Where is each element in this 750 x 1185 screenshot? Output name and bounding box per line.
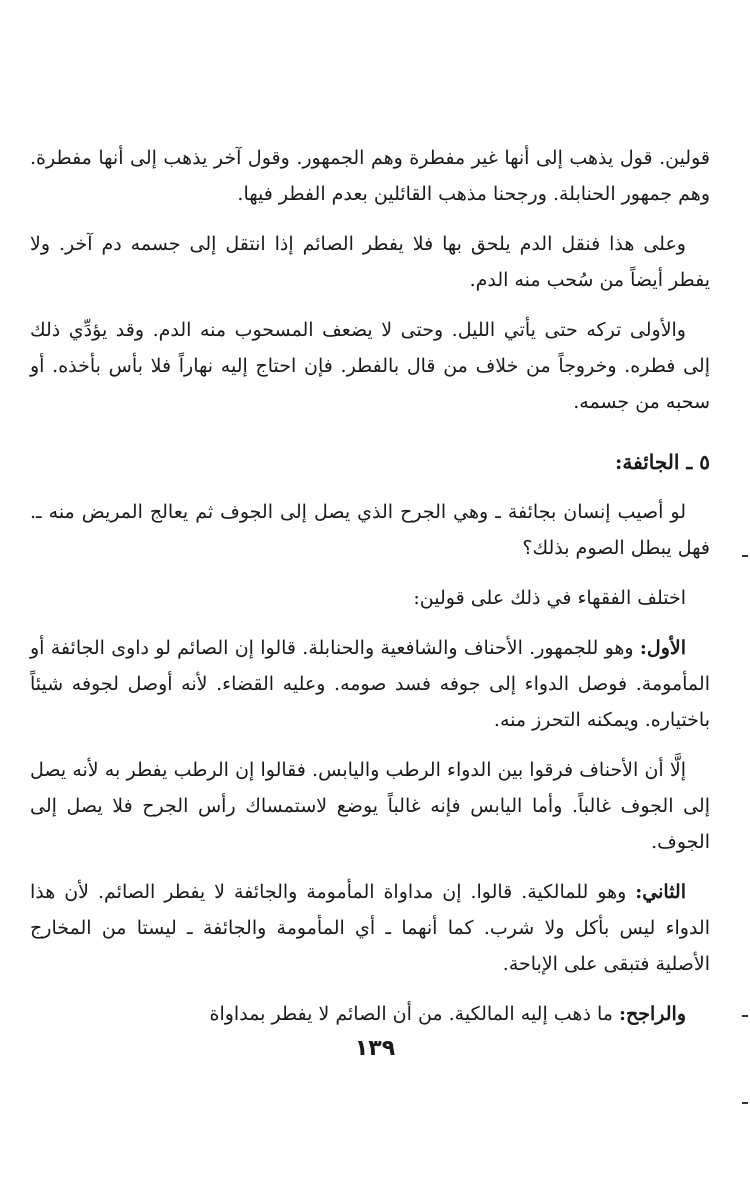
paragraph-8-lead: الثاني: [635, 881, 686, 903]
page-number: ١٣٩ [354, 1036, 396, 1061]
paragraph-9 [30, 996, 710, 1032]
scan-edge-mark [742, 1102, 748, 1104]
scan-edge-mark [742, 1015, 748, 1017]
paragraph-9-text: ما ذهب إليه المالكية. من أن الصائم لا يفطر بمداواة [209, 1003, 619, 1025]
document-body [30, 140, 710, 1046]
paragraph-3: والأولى تركه حتى يأتي الليل. وحتى لا يضعف المسحوب منه الدم. وقد يؤدِّي ذلك إلى فطره. وخروجاً من خلاف من قال بالفطر. فإن احتاج إليه نهاراً فلا بأس بأخذه. أو سحبه من جسمه. [30, 319, 710, 413]
paragraph-9-lead: والراجح: [618, 1003, 686, 1025]
scan-edge-mark [742, 555, 748, 557]
paragraph-7: إلَّا أن الأحناف فرقوا بين الدواء الرطب واليابس. فقالوا إن الرطب يفطر به لأنه يصل إلى الجوف غالباً. وأما اليابس فإنه غالباً يوضع لاستمساك رأس الجرح فلا يصل إلى الجوف. [30, 759, 710, 853]
paragraph-2: وعلى هذا فنقل الدم يلحق بها فلا يفطر الصائم إذا انتقل إلى جسمه دم آخر. ولا يفطر أيضاً من سُحب منه الدم. [30, 233, 710, 291]
paragraph-6-lead: الأول: [639, 637, 686, 659]
section-heading: ٥ ـ الجائفة: [615, 450, 710, 474]
paragraph-4: لو أصيب إنسان بجائفة ـ وهي الجرح الذي يصل إلى الجوف ثم يعالج المريض منه ـ. فهل يبطل الصوم بذلك؟ [30, 501, 710, 559]
paragraph-8-text: وهو للمالكية. قالوا. إن مداواة المأمومة والجائفة لا يفطر الصائم. لأن هذا الدواء ليس بأكل ولا شرب. كما أنهما ـ أي المأمومة والجائفة ـ ليستا من المخارج الأصلية فتبقى على الإباحة. [30, 881, 710, 975]
paragraph-5: اختلف الفقهاء في ذلك على قولين: [413, 587, 686, 609]
paragraph-8 [30, 874, 710, 982]
paragraph-1: قولين. قول يذهب إلى أنها غير مفطرة وهم الجمهور. وقول آخر يذهب إلى أنها مفطرة. وهم جمهور الحنابلة. ورجحنا مذهب القائلين بعدم الفطر فيها. [30, 147, 710, 205]
paragraph-6 [30, 630, 710, 738]
paragraph-6-text: وهو للجمهور. الأحناف والشافعية والحنابلة. قالوا إن الصائم لو داوى الجائفة أو المأمومة. فوصل الدواء إلى جوفه فسد صومه. وعليه القضاء. لأنه أوصل لجوفه شيئاً باختياره. ويمكنه التحرز منه. [30, 637, 710, 731]
